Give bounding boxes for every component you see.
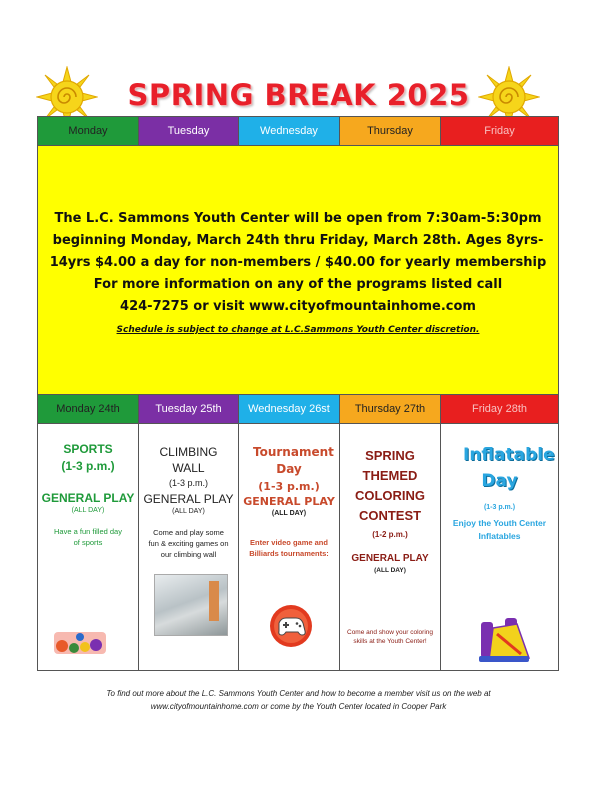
day-cell-tuesday [139, 423, 239, 670]
activity-title-line: THEMED [362, 468, 418, 483]
general-play-label: GENERAL PLAY [243, 495, 335, 508]
all-day-label: (ALL DAY) [374, 567, 406, 574]
day-cells [38, 423, 558, 670]
footer-line: www.cityofmountainhome.com or come by the Youth Center located in Cooper Park [150, 702, 447, 711]
page-title: SPRING BREAK 2025 [127, 78, 470, 112]
footer-text [60, 687, 537, 713]
general-play-label: GENERAL PLAY [351, 553, 429, 564]
info-line: 424-7275 or visit www.cityofmountainhome.com [120, 299, 476, 314]
weekday-header-thursday: Thursday [340, 117, 441, 145]
sports-balls-icon [50, 626, 110, 656]
weekday-header-friday: Friday [441, 117, 558, 145]
date-header-friday: Friday 28th [441, 395, 558, 423]
info-banner [38, 145, 558, 395]
activity-description: Come and show your coloring skills at the Youth Center! [347, 629, 433, 645]
activity-description: Enjoy the Youth Center Inflatables [452, 518, 547, 541]
activity-time: (1-3 p.m.) [168, 478, 208, 488]
weekday-header-wednesday: Wednesday [239, 117, 340, 145]
weekday-header-tuesday: Tuesday [139, 117, 239, 145]
general-play-label: GENERAL PLAY [41, 491, 135, 505]
activity-title: Inflatable Day [463, 445, 555, 491]
day-cell-thursday [340, 423, 441, 670]
activity-title-line: CONTEST [358, 508, 422, 523]
activity-time: (1-3 p.m.) [258, 480, 320, 493]
all-day-label: (ALL DAY) [172, 508, 205, 515]
inflatable-slide-icon [475, 614, 531, 664]
weekday-header-monday: Monday [38, 117, 139, 145]
activity-title: Tournament Day [253, 445, 334, 476]
day-cell-monday [38, 423, 139, 670]
activity-description: Have a fun filled day of sports [54, 527, 122, 547]
info-text [46, 208, 550, 340]
date-header-monday: Monday 24th [38, 395, 139, 423]
all-day-label: (ALL DAY) [271, 510, 307, 517]
activity-description: Come and play some fun & exciting games on our climbing wall [148, 528, 229, 559]
date-header-row [38, 395, 558, 423]
activity-time: (1-3 p.m.) [483, 504, 516, 511]
date-header-wednesday: Wednesday 26st [239, 395, 340, 423]
activity-description: Enter video game and Billiards tournaments: [249, 538, 329, 558]
activity-title-line: SPRING [365, 448, 415, 463]
schedule-grid [37, 116, 559, 671]
general-play-label: GENERAL PLAY [143, 492, 234, 506]
weekday-header-row [38, 117, 558, 145]
day-cell-friday [441, 423, 558, 670]
schedule-disclaimer: Schedule is subject to change at L.C.Sammons Youth Center discretion. [116, 325, 480, 335]
date-header-tuesday: Tuesday 25th [139, 395, 239, 423]
activity-time: (1-2 p.m.) [372, 530, 408, 539]
all-day-label: (ALL DAY) [71, 507, 105, 514]
activity-title [340, 446, 440, 526]
info-line: For more information on any of the programs listed call [93, 277, 503, 292]
info-line: beginning Monday, March 24th thru Friday, March 28th. Ages 8yrs- [52, 233, 544, 248]
date-header-thursday: Thursday 27th [340, 395, 441, 423]
day-cell-wednesday [239, 423, 340, 670]
footer-line: To find out more about the L.C. Sammons Youth Center and how to become a member visit us on the web at [106, 689, 491, 698]
activity-time: (1-3 p.m.) [61, 459, 115, 473]
climbing-wall-photo [154, 574, 228, 636]
info-line: The L.C. Sammons Youth Center will be open from 7:30am-5:30pm [54, 211, 542, 226]
game-controller-icon [269, 604, 313, 648]
activity-title-line: COLORING [354, 488, 426, 503]
info-line: 14yrs $4.00 a day for non-members / $40.00 for yearly membership [49, 255, 547, 270]
activity-title: SPORTS [63, 442, 113, 456]
activity-title: CLIMBING WALL [159, 445, 218, 475]
